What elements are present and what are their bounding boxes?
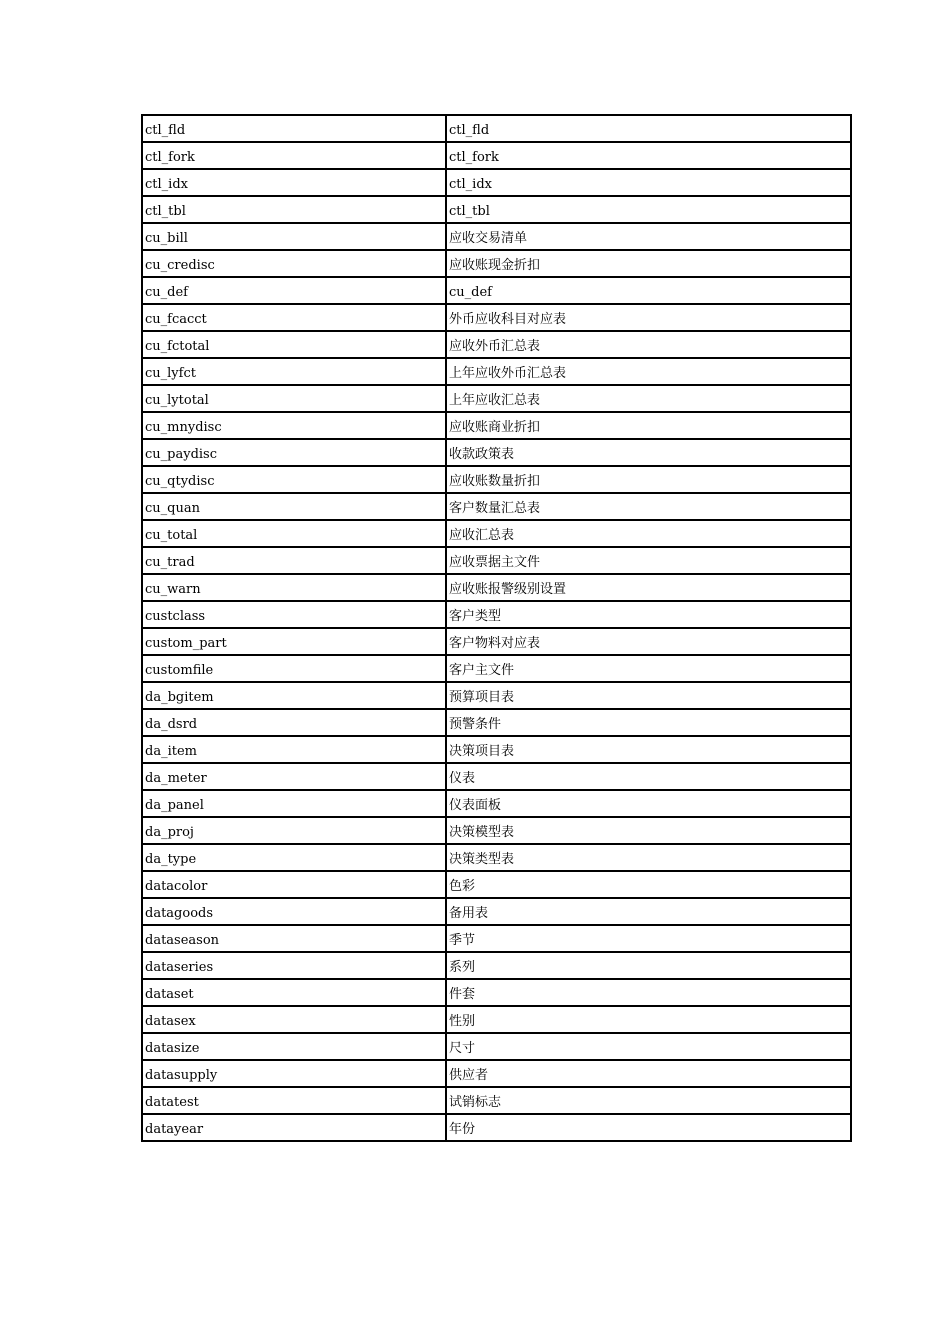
table-row — [142, 1033, 851, 1060]
table-name-text: datacolor — [145, 879, 208, 894]
table-cell-description — [446, 628, 851, 655]
table-name-text: cu_lyfct — [145, 366, 196, 381]
table-cell-description — [446, 277, 851, 304]
table-cell-table-name — [142, 763, 446, 790]
table-name-text: datasex — [145, 1014, 196, 1029]
table-cell-description — [446, 169, 851, 196]
table-name-text: cu_def — [145, 285, 188, 300]
description-text: 性别 — [449, 1014, 476, 1029]
table-name-text: custom_part — [145, 636, 227, 651]
table-cell-description — [446, 682, 851, 709]
table-cell-description — [446, 1114, 851, 1141]
table-row — [142, 763, 851, 790]
description-text: 应收交易清单 — [449, 231, 528, 246]
table-name-text: cu_lytotal — [145, 393, 209, 408]
table-row — [142, 574, 851, 601]
table-row — [142, 250, 851, 277]
table-name-text: ctl_fork — [145, 150, 195, 165]
table-cell-description — [446, 466, 851, 493]
table-name-text: dataseries — [145, 960, 214, 975]
table-row — [142, 1060, 851, 1087]
table-cell-description — [446, 925, 851, 952]
table-cell-table-name — [142, 952, 446, 979]
table-row — [142, 736, 851, 763]
table-row — [142, 871, 851, 898]
table-cell-table-name — [142, 574, 446, 601]
table-cell-table-name — [142, 115, 446, 142]
table-cell-table-name — [142, 736, 446, 763]
table-row — [142, 304, 851, 331]
table-row — [142, 628, 851, 655]
table-name-text: ctl_fld — [145, 123, 186, 138]
table-cell-description — [446, 196, 851, 223]
table-cell-description — [446, 709, 851, 736]
description-text: 上年应收外币汇总表 — [449, 366, 567, 381]
table-cell-table-name — [142, 1087, 446, 1114]
description-text: 应收账现金折扣 — [449, 258, 541, 273]
description-text: 尺寸 — [449, 1041, 476, 1056]
table-name-text: datasupply — [145, 1068, 218, 1083]
table-row — [142, 493, 851, 520]
table-name-text: cu_paydisc — [145, 447, 218, 462]
description-text: 客户类型 — [449, 609, 502, 624]
table-name-text: cu_total — [145, 528, 198, 543]
table-cell-table-name — [142, 844, 446, 871]
description-text: 应收账报警级别设置 — [449, 582, 567, 597]
table-cell-description — [446, 223, 851, 250]
table-row — [142, 925, 851, 952]
table-row — [142, 1006, 851, 1033]
table-row — [142, 817, 851, 844]
table-name-text: cu_quan — [145, 501, 200, 516]
description-text: 决策模型表 — [449, 825, 515, 840]
table-cell-description — [446, 547, 851, 574]
table-cell-description — [446, 844, 851, 871]
table-name-text: da_type — [145, 852, 197, 867]
table-cell-description — [446, 817, 851, 844]
description-text: ctl_fork — [449, 150, 499, 165]
table-cell-table-name — [142, 520, 446, 547]
description-text: 季节 — [449, 933, 476, 948]
table-row — [142, 601, 851, 628]
table-row — [142, 952, 851, 979]
table-cell-description — [446, 304, 851, 331]
table-cell-description — [446, 574, 851, 601]
table-row — [142, 466, 851, 493]
table-name-text: cu_mnydisc — [145, 420, 222, 435]
table-cell-table-name — [142, 817, 446, 844]
table-cell-description — [446, 1060, 851, 1087]
table-cell-description — [446, 493, 851, 520]
table-cell-description — [446, 1033, 851, 1060]
table-row — [142, 439, 851, 466]
table-row — [142, 709, 851, 736]
table-name-text: cu_qtydisc — [145, 474, 215, 489]
table-name-text: datasize — [145, 1041, 200, 1056]
table-row — [142, 223, 851, 250]
table-cell-table-name — [142, 142, 446, 169]
table-name-text: datayear — [145, 1122, 204, 1137]
table-cell-table-name — [142, 709, 446, 736]
table-cell-table-name — [142, 196, 446, 223]
table-cell-table-name — [142, 1060, 446, 1087]
table-row — [142, 385, 851, 412]
table-cell-description — [446, 439, 851, 466]
description-text: 外币应收科目对应表 — [449, 312, 567, 327]
table-cell-table-name — [142, 1033, 446, 1060]
table-cell-description — [446, 601, 851, 628]
table-name-text: dataset — [145, 987, 194, 1002]
table-cell-table-name — [142, 547, 446, 574]
table-name-text: cu_fctotal — [145, 339, 210, 354]
description-text: ctl_fld — [449, 123, 490, 138]
table-row — [142, 115, 851, 142]
table-name-text: datagoods — [145, 906, 214, 921]
description-text: 色彩 — [449, 879, 476, 894]
table-row — [142, 277, 851, 304]
table-cell-description — [446, 358, 851, 385]
table-name-text: datatest — [145, 1095, 199, 1110]
description-text: 客户数量汇总表 — [449, 501, 541, 516]
table-container — [141, 114, 850, 1142]
table-row — [142, 358, 851, 385]
table-cell-table-name — [142, 1006, 446, 1033]
description-text: 预警条件 — [449, 717, 502, 732]
description-text: 上年应收汇总表 — [449, 393, 541, 408]
description-text: 仪表 — [449, 771, 476, 786]
table-cell-description — [446, 385, 851, 412]
description-text: ctl_tbl — [449, 204, 490, 219]
description-text: 供应者 — [449, 1068, 489, 1083]
table-cell-description — [446, 790, 851, 817]
table-name-text: da_dsrd — [145, 717, 198, 732]
table-row — [142, 898, 851, 925]
table-cell-table-name — [142, 412, 446, 439]
table-name-text: custclass — [145, 609, 206, 624]
description-text: 预算项目表 — [449, 690, 515, 705]
table-name-text: da_bgitem — [145, 690, 214, 705]
table-name-text: ctl_tbl — [145, 204, 186, 219]
table-cell-table-name — [142, 277, 446, 304]
table-cell-table-name — [142, 466, 446, 493]
description-text: 客户物料对应表 — [449, 636, 541, 651]
table-row — [142, 979, 851, 1006]
table-name-text: cu_fcacct — [145, 312, 207, 327]
table-row — [142, 655, 851, 682]
table-row — [142, 520, 851, 547]
table-name-text: da_panel — [145, 798, 204, 813]
table-cell-table-name — [142, 655, 446, 682]
table-cell-table-name — [142, 304, 446, 331]
description-text: 收款政策表 — [449, 447, 515, 462]
table-cell-description — [446, 412, 851, 439]
table-row — [142, 169, 851, 196]
table-cell-description — [446, 331, 851, 358]
table-cell-table-name — [142, 385, 446, 412]
description-text: 决策项目表 — [449, 744, 515, 759]
table-name-text: cu_warn — [145, 582, 201, 597]
table-name-text: cu_credisc — [145, 258, 215, 273]
table-name-text: ctl_idx — [145, 177, 188, 192]
table-cell-table-name — [142, 493, 446, 520]
table-cell-table-name — [142, 331, 446, 358]
table-row — [142, 331, 851, 358]
table-cell-table-name — [142, 1114, 446, 1141]
table-name-text: da_proj — [145, 825, 194, 840]
table-cell-table-name — [142, 628, 446, 655]
description-text: 应收账商业折扣 — [449, 420, 541, 435]
table-cell-table-name — [142, 439, 446, 466]
description-text: 应收票据主文件 — [449, 555, 541, 570]
table-row — [142, 142, 851, 169]
table-row — [142, 412, 851, 439]
table-cell-table-name — [142, 223, 446, 250]
table-body — [142, 115, 851, 1141]
table-row — [142, 790, 851, 817]
table-cell-description — [446, 979, 851, 1006]
description-text: 件套 — [449, 987, 476, 1002]
table-row — [142, 844, 851, 871]
table-cell-description — [446, 736, 851, 763]
table-cell-table-name — [142, 682, 446, 709]
table-name-text: cu_bill — [145, 231, 188, 246]
description-text: 应收外币汇总表 — [449, 339, 541, 354]
table-cell-description — [446, 871, 851, 898]
table-cell-table-name — [142, 898, 446, 925]
table-cell-table-name — [142, 601, 446, 628]
table-cell-description — [446, 952, 851, 979]
table-cell-description — [446, 898, 851, 925]
table-cell-table-name — [142, 250, 446, 277]
table-cell-description — [446, 520, 851, 547]
table-row — [142, 547, 851, 574]
table-cell-table-name — [142, 925, 446, 952]
description-text: 客户主文件 — [449, 663, 515, 678]
description-text: 应收账数量折扣 — [449, 474, 541, 489]
table-name-text: cu_trad — [145, 555, 195, 570]
description-text: cu_def — [449, 285, 492, 300]
table-cell-description — [446, 655, 851, 682]
table-cell-description — [446, 115, 851, 142]
table-cell-description — [446, 763, 851, 790]
description-text: 备用表 — [449, 906, 489, 921]
table-cell-description — [446, 1087, 851, 1114]
table-cell-table-name — [142, 169, 446, 196]
table-cell-table-name — [142, 979, 446, 1006]
description-text: 仪表面板 — [449, 798, 502, 813]
table-row — [142, 1114, 851, 1141]
description-text: 年份 — [449, 1122, 476, 1137]
description-text: 决策类型表 — [449, 852, 515, 867]
table-name-text: da_meter — [145, 771, 207, 786]
description-text: 系列 — [449, 960, 476, 975]
table-row — [142, 1087, 851, 1114]
table-name-mapping — [141, 114, 852, 1142]
table-cell-table-name — [142, 871, 446, 898]
table-row — [142, 682, 851, 709]
table-cell-table-name — [142, 358, 446, 385]
table-cell-table-name — [142, 790, 446, 817]
table-name-text: dataseason — [145, 933, 220, 948]
table-cell-description — [446, 1006, 851, 1033]
table-name-text: customfile — [145, 663, 214, 678]
description-text: ctl_idx — [449, 177, 492, 192]
table-row — [142, 196, 851, 223]
table-cell-description — [446, 142, 851, 169]
description-text: 试销标志 — [449, 1095, 502, 1110]
table-name-text: da_item — [145, 744, 197, 759]
table-cell-description — [446, 250, 851, 277]
description-text: 应收汇总表 — [449, 528, 515, 543]
